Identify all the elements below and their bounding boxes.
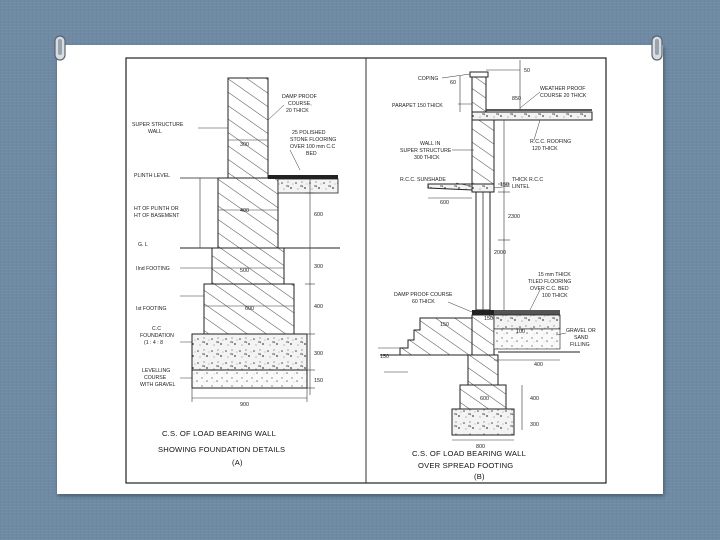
b-cc-bed	[494, 315, 560, 329]
a-label-dpc-3: 20 THICK	[286, 108, 309, 114]
b-caption-line-2: OVER SPREAD FOOTING	[418, 461, 514, 470]
b-parapet	[472, 76, 486, 112]
b-dim-600b: 600	[480, 396, 489, 402]
a-stone-flooring	[268, 175, 338, 179]
b-label-dpc-2: 60 THICK	[412, 299, 435, 305]
a-dim-400b: 400	[314, 304, 323, 310]
b-dpc	[472, 310, 494, 315]
a-dim-900: 900	[240, 402, 249, 408]
b-label-rcc-roof-1: R.C.C. ROOFING	[530, 139, 572, 145]
b-label-gravel-2: SAND	[574, 335, 589, 341]
b-rcc-roof	[472, 112, 592, 120]
b-label-dpc-1: DAMP PROOF COURSE	[394, 292, 453, 298]
b-label-lintel-2: LINTEL	[512, 184, 530, 190]
a-label-levelling-3: WITH GRAVEL	[140, 382, 176, 388]
b-dim-400b: 400	[530, 396, 539, 402]
b-steps	[400, 318, 472, 355]
b-dim-300: 300	[530, 422, 539, 428]
b-label-gravel-1: GRAVEL OR	[566, 328, 596, 334]
a-caption-line-2: SHOWING FOUNDATION DETAILS	[158, 445, 286, 454]
a-label-first-footing: Ist FOOTING	[136, 306, 167, 312]
a-dim-300b: 300	[314, 264, 323, 270]
b-dim-850: 850	[512, 96, 521, 102]
a-label-levelling-2: COURSE	[144, 375, 167, 381]
a-dim-300: 300	[240, 142, 249, 148]
b-label-parapet: PARAPET 150 THICK	[392, 103, 443, 109]
b-dim-150c: 150	[440, 322, 449, 328]
b-label-wall-3: 300 THICK	[414, 155, 440, 161]
a-dim-600b: 600	[245, 306, 254, 312]
a-label-ht-plinth-2: HT OF BASEMENT	[134, 213, 180, 219]
b-dim-150d: 150	[380, 354, 389, 360]
b-label-tiled-2: TILED FLOORING	[528, 279, 572, 285]
a-dim-600: 600	[314, 212, 323, 218]
b-label-weather-proof-1: WEATHER PROOF	[540, 86, 586, 92]
a-label-dpc-2: COURSE,	[288, 101, 312, 107]
b-label-tiled-1: 15 mm THICK	[538, 272, 571, 278]
b-gravel-fill	[494, 329, 560, 349]
figure-a	[132, 78, 340, 467]
b-dim-60: 60	[450, 80, 456, 86]
b-dim-100: 100	[516, 329, 525, 335]
b-dim-2000: 2000	[494, 250, 506, 256]
b-coping	[470, 72, 488, 77]
b-dim-2300: 2300	[508, 214, 520, 220]
a-caption-line-1: C.S. OF LOAD BEARING WALL	[162, 429, 277, 438]
a-floor-bed	[278, 179, 338, 193]
a-label-flooring-2: STONE FLOORING	[290, 137, 337, 143]
b-label-sunshade: R.C.C. SUNSHADE	[400, 177, 446, 183]
a-superstructure-wall	[228, 78, 268, 178]
a-label-second-footing: IInd FOOTING	[136, 266, 170, 272]
a-label-cc-3: (1 : 4 : 8	[144, 340, 164, 346]
a-label-cc-1: C.C	[152, 326, 161, 332]
b-label-coping: COPING	[418, 76, 439, 82]
a-label-dpc-1: DAMP PROOF	[282, 94, 317, 100]
b-label-tiled-3: OVER C.C. BED	[530, 286, 569, 292]
a-label-flooring-3: OVER 100 mm C.C	[290, 144, 336, 150]
b-superstructure-wall	[472, 120, 494, 184]
b-label-weather-proof-2: COURSE 20 THICK	[540, 93, 587, 99]
a-dim-150: 150	[314, 378, 323, 384]
b-label-lintel-1: THICK R.C.C	[512, 177, 544, 183]
a-second-footing	[212, 248, 284, 284]
a-label-cc-2: FOUNDATION	[140, 333, 174, 339]
a-dim-500: 500	[240, 268, 249, 274]
b-foundation-wall	[468, 355, 498, 385]
a-levelling-course	[192, 370, 307, 388]
b-dim-150b: 150	[484, 316, 493, 322]
a-label-levelling-1: LEVELLING	[142, 368, 171, 374]
b-dim-50: 50	[524, 68, 530, 74]
a-label-flooring-1: 25 POLISHED	[292, 130, 326, 136]
b-dim-800: 800	[476, 444, 485, 450]
a-label-ht-plinth-1: HT OF PLINTH OR	[134, 206, 179, 212]
b-caption-line-1: C.S. OF LOAD BEARING WALL	[412, 449, 527, 458]
a-cc-foundation	[192, 334, 307, 370]
a-dim-300c: 300	[314, 351, 323, 357]
a-label-super-structure-1: SUPER STRUCTURE	[132, 122, 184, 128]
b-cc-foundation	[452, 409, 514, 435]
b-caption-line-3: (B)	[474, 472, 485, 481]
a-label-plinth-level: PLINTH LEVEL	[134, 173, 171, 179]
b-label-rcc-roof-2: 120 THICK	[532, 146, 558, 152]
a-label-gl: G. L	[138, 242, 148, 248]
a-caption-line-3: (A)	[232, 458, 243, 467]
b-tiled-floor	[494, 310, 560, 315]
b-label-gravel-3: FILLING	[570, 342, 590, 348]
a-label-super-structure-2: WALL	[148, 129, 162, 135]
b-label-wall-2: SUPER STRUCTURE	[400, 148, 452, 154]
figure-b	[378, 60, 596, 481]
b-label-tiled-4: 100 THICK	[542, 293, 568, 299]
b-label-wall-1: WALL IN	[420, 141, 441, 147]
a-dim-400: 400	[240, 208, 249, 214]
b-dim-400: 400	[534, 362, 543, 368]
b-dim-150: 150	[500, 182, 509, 188]
b-dim-600: 600	[440, 200, 449, 206]
b-lintel	[472, 184, 494, 192]
a-label-flooring-4: BED	[306, 151, 317, 157]
